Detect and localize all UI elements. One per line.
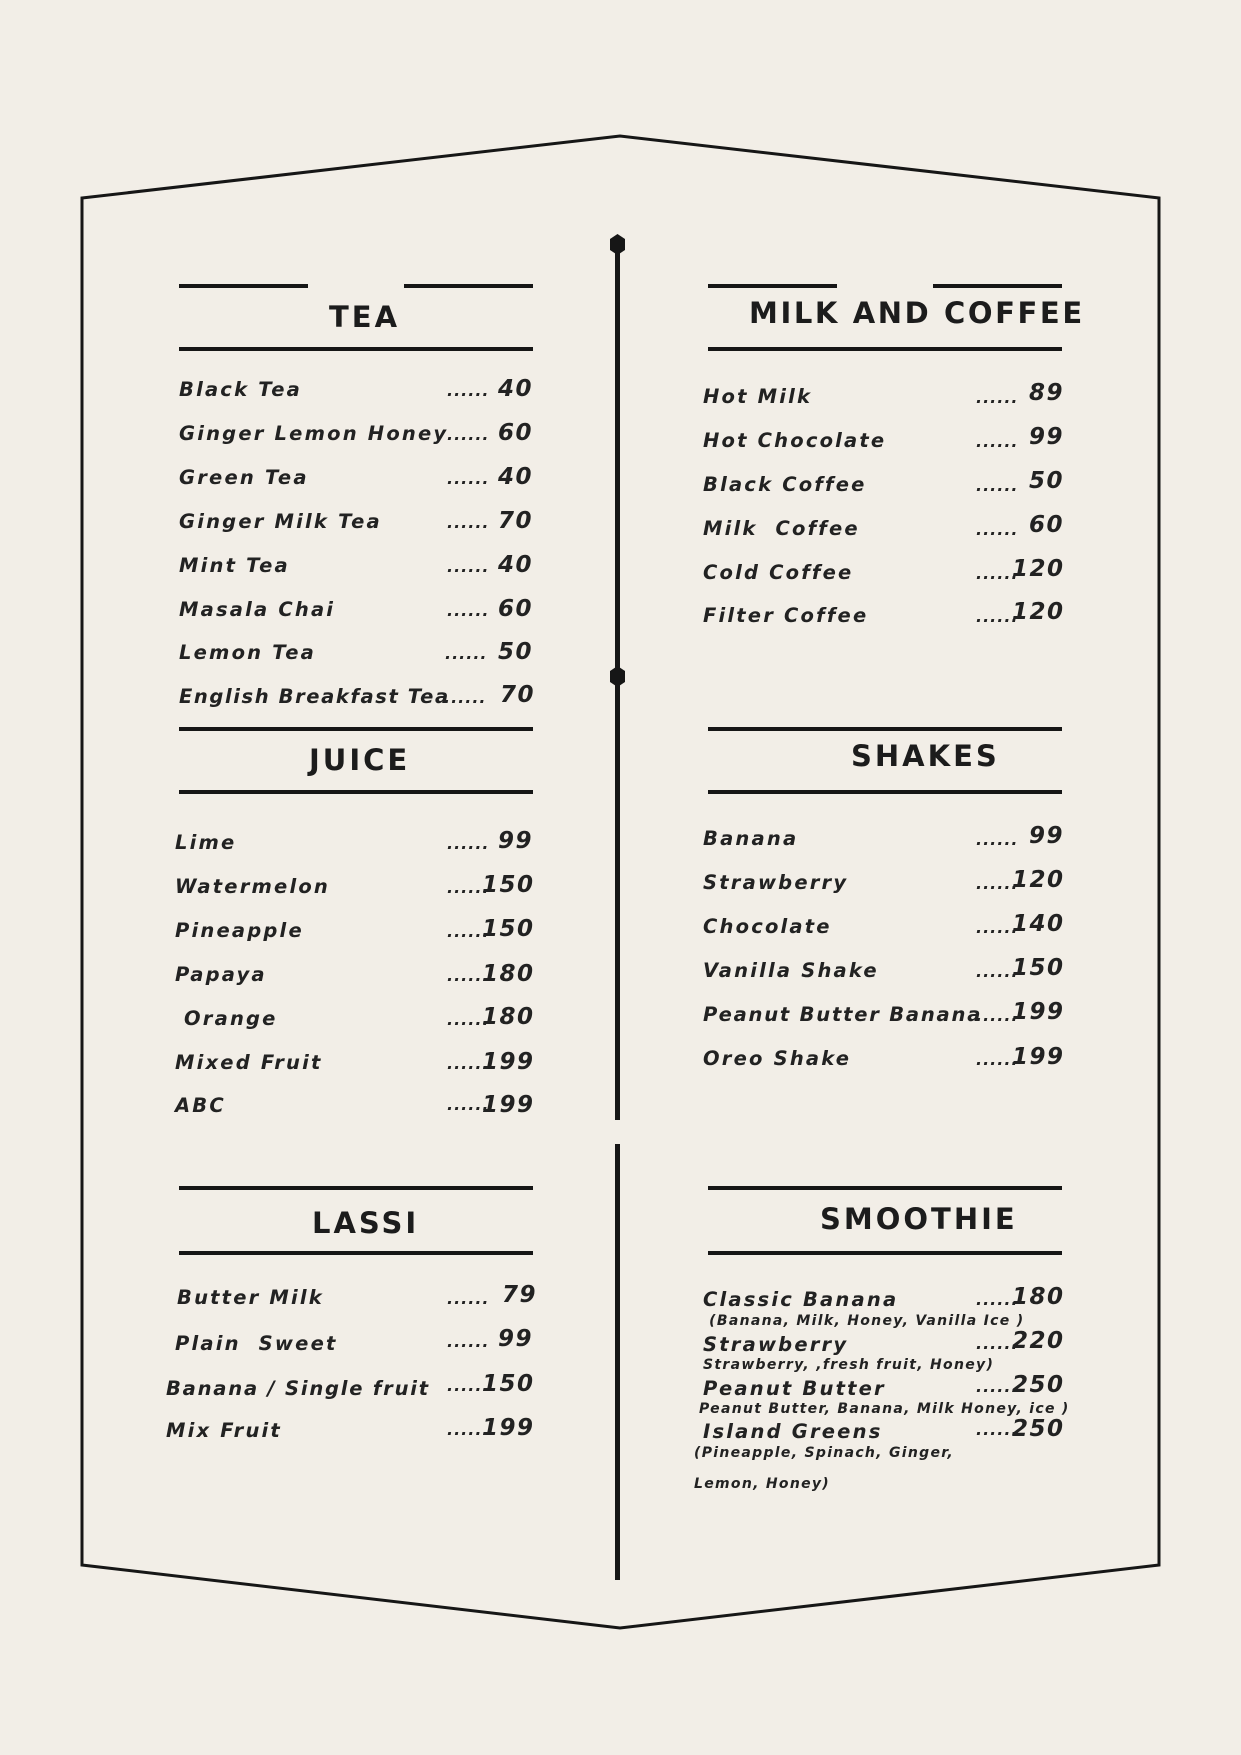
leader-dots: ...... xyxy=(447,557,490,576)
section-title: MILK AND COFFEE xyxy=(749,296,1085,330)
leader-dots: ...... xyxy=(447,425,490,444)
leader-dots: ...... xyxy=(447,601,490,620)
item-name: Island Greens xyxy=(703,1420,883,1443)
item-name: Lime xyxy=(175,831,237,854)
leader-dots: ...... xyxy=(447,1289,490,1308)
item-price: 40 xyxy=(498,464,534,490)
section-title: SMOOTHIE xyxy=(820,1202,1018,1236)
leader-dots: ...... xyxy=(976,520,1019,539)
item-price: 120 xyxy=(1012,867,1065,893)
leader-dots: ...... xyxy=(447,1054,490,1073)
item-price: 60 xyxy=(1029,512,1065,538)
rule xyxy=(708,1251,1062,1255)
item-name: Pineapple xyxy=(175,919,304,942)
divider-ornament-middle xyxy=(610,666,625,687)
item-name: Filter Coffee xyxy=(703,604,869,627)
item-price: 99 xyxy=(1029,424,1065,450)
leader-dots: ...... xyxy=(447,1010,490,1029)
item-price: 180 xyxy=(1012,1284,1065,1310)
item-name: ABC xyxy=(175,1094,226,1117)
item-price: 40 xyxy=(498,376,534,402)
leader-dots: ...... xyxy=(976,918,1019,937)
leader-dots: ...... xyxy=(445,644,488,663)
item-price: 40 xyxy=(498,552,534,578)
leader-dots: ...... xyxy=(976,476,1019,495)
item-price: 79 xyxy=(502,1282,538,1308)
item-name: Masala Chai xyxy=(179,598,336,621)
item-description: Peanut Butter, Banana, Milk Honey, ice ) xyxy=(699,1401,1070,1417)
leader-dots: ...... xyxy=(447,469,490,488)
item-price: 199 xyxy=(1012,1044,1065,1070)
item-price: 70 xyxy=(498,508,534,534)
rule xyxy=(179,727,533,731)
item-price: 99 xyxy=(1029,823,1065,849)
rule xyxy=(179,790,533,794)
leader-dots: ...... xyxy=(447,1376,490,1395)
item-name: Milk Coffee xyxy=(703,517,860,540)
item-price: 150 xyxy=(1012,955,1065,981)
leader-dots: ...... xyxy=(447,381,490,400)
leader-dots: ...... xyxy=(976,1334,1019,1353)
item-name: Ginger Milk Tea xyxy=(179,510,382,533)
item-name: Black Coffee xyxy=(703,473,867,496)
leader-dots: ...... xyxy=(976,1290,1019,1309)
leader-dots: ...... xyxy=(447,1420,490,1439)
item-name: Mix Fruit xyxy=(166,1419,282,1442)
leader-dots: ...... xyxy=(447,922,490,941)
rule xyxy=(708,284,837,288)
item-price: 99 xyxy=(498,828,534,854)
divider-ornament-top xyxy=(610,234,625,255)
item-name: Watermelon xyxy=(175,875,331,898)
item-price: 120 xyxy=(1012,599,1065,625)
leader-dots: ...... xyxy=(444,688,487,707)
item-name: Papaya xyxy=(175,963,267,986)
section-title: LASSI xyxy=(312,1206,420,1240)
item-description: (Pineapple, Spinach, Ginger, xyxy=(694,1445,955,1461)
item-name: Classic Banana xyxy=(703,1288,899,1311)
item-name: Strawberry xyxy=(703,871,849,894)
item-price: 120 xyxy=(1012,556,1065,582)
item-description: (Banana, Milk, Honey, Vanilla Ice ) xyxy=(703,1313,1025,1329)
rule xyxy=(708,347,1062,351)
leader-dots: ...... xyxy=(447,878,490,897)
leader-dots: ...... xyxy=(976,388,1019,407)
item-name: Hot Milk xyxy=(703,385,813,408)
item-price: 199 xyxy=(1012,999,1065,1025)
rule xyxy=(179,347,533,351)
item-price: 50 xyxy=(1029,468,1065,494)
rule xyxy=(708,727,1062,731)
item-price: 70 xyxy=(500,682,536,708)
section-title: TEA xyxy=(329,300,401,334)
item-name: Hot Chocolate xyxy=(703,429,887,452)
item-price: 150 xyxy=(482,872,535,898)
rule xyxy=(179,1251,533,1255)
item-name: Peanut Butter xyxy=(703,1377,886,1400)
rule xyxy=(404,284,533,288)
item-name: Oreo Shake xyxy=(703,1047,852,1070)
rule xyxy=(708,790,1062,794)
section-title: SHAKES xyxy=(851,739,1000,773)
item-name: Lemon Tea xyxy=(179,641,317,664)
item-name: Butter Milk xyxy=(177,1286,324,1309)
leader-dots: ...... xyxy=(976,1420,1019,1439)
rule xyxy=(179,284,308,288)
item-price: 150 xyxy=(482,1371,535,1397)
leader-dots: ...... xyxy=(976,1377,1019,1396)
item-name: Orange xyxy=(175,1007,278,1030)
item-name: Mixed Fruit xyxy=(175,1051,323,1074)
item-price: 250 xyxy=(1012,1416,1065,1442)
center-divider-bottom xyxy=(615,1144,620,1580)
item-name: Green Tea xyxy=(179,466,309,489)
rule xyxy=(708,1186,1062,1190)
item-price: 180 xyxy=(482,961,535,987)
leader-dots: ...... xyxy=(447,513,490,532)
leader-dots: ...... xyxy=(976,432,1019,451)
item-price: 250 xyxy=(1012,1372,1065,1398)
item-name: Plain Sweet xyxy=(175,1332,338,1355)
item-name: Black Tea xyxy=(179,378,302,401)
item-price: 199 xyxy=(482,1415,535,1441)
item-name: Ginger Lemon Honey xyxy=(179,422,449,445)
item-price: 99 xyxy=(498,1326,534,1352)
item-name: Banana / Single fruit xyxy=(166,1377,430,1400)
leader-dots: ...... xyxy=(976,962,1019,981)
item-description: Lemon, Honey) xyxy=(694,1476,831,1492)
rule xyxy=(933,284,1062,288)
item-price: 60 xyxy=(498,596,534,622)
leader-dots: ...... xyxy=(976,830,1019,849)
leader-dots: ...... xyxy=(447,966,490,985)
item-price: 150 xyxy=(482,916,535,942)
item-price: 89 xyxy=(1029,380,1065,406)
item-price: 60 xyxy=(498,420,534,446)
leader-dots: ...... xyxy=(976,1050,1019,1069)
item-name: English Breakfast Tea xyxy=(179,685,450,708)
leader-dots: ...... xyxy=(976,607,1019,626)
item-price: 199 xyxy=(482,1092,535,1118)
leader-dots: ...... xyxy=(447,1095,490,1114)
item-name: Strawberry xyxy=(703,1333,849,1356)
rule xyxy=(179,1186,533,1190)
section-title: JUICE xyxy=(309,743,411,777)
item-price: 50 xyxy=(498,639,534,665)
leader-dots: ...... xyxy=(447,1332,490,1351)
item-price: 140 xyxy=(1012,911,1065,937)
item-price: 220 xyxy=(1012,1328,1065,1354)
item-name: Chocolate xyxy=(703,915,832,938)
item-price: 199 xyxy=(482,1049,535,1075)
item-name: Mint Tea xyxy=(179,554,290,577)
item-description: Strawberry, ,fresh fruit, Honey) xyxy=(703,1357,995,1373)
item-name: Peanut Butter Banana xyxy=(703,1003,983,1026)
leader-dots: ...... xyxy=(447,834,490,853)
item-price: 180 xyxy=(482,1004,535,1030)
leader-dots: ...... xyxy=(976,874,1019,893)
item-name: Cold Coffee xyxy=(703,561,854,584)
item-name: Banana xyxy=(703,827,799,850)
leader-dots: ...... xyxy=(976,564,1019,583)
leader-dots: ...... xyxy=(976,1006,1019,1025)
item-name: Vanilla Shake xyxy=(703,959,879,982)
